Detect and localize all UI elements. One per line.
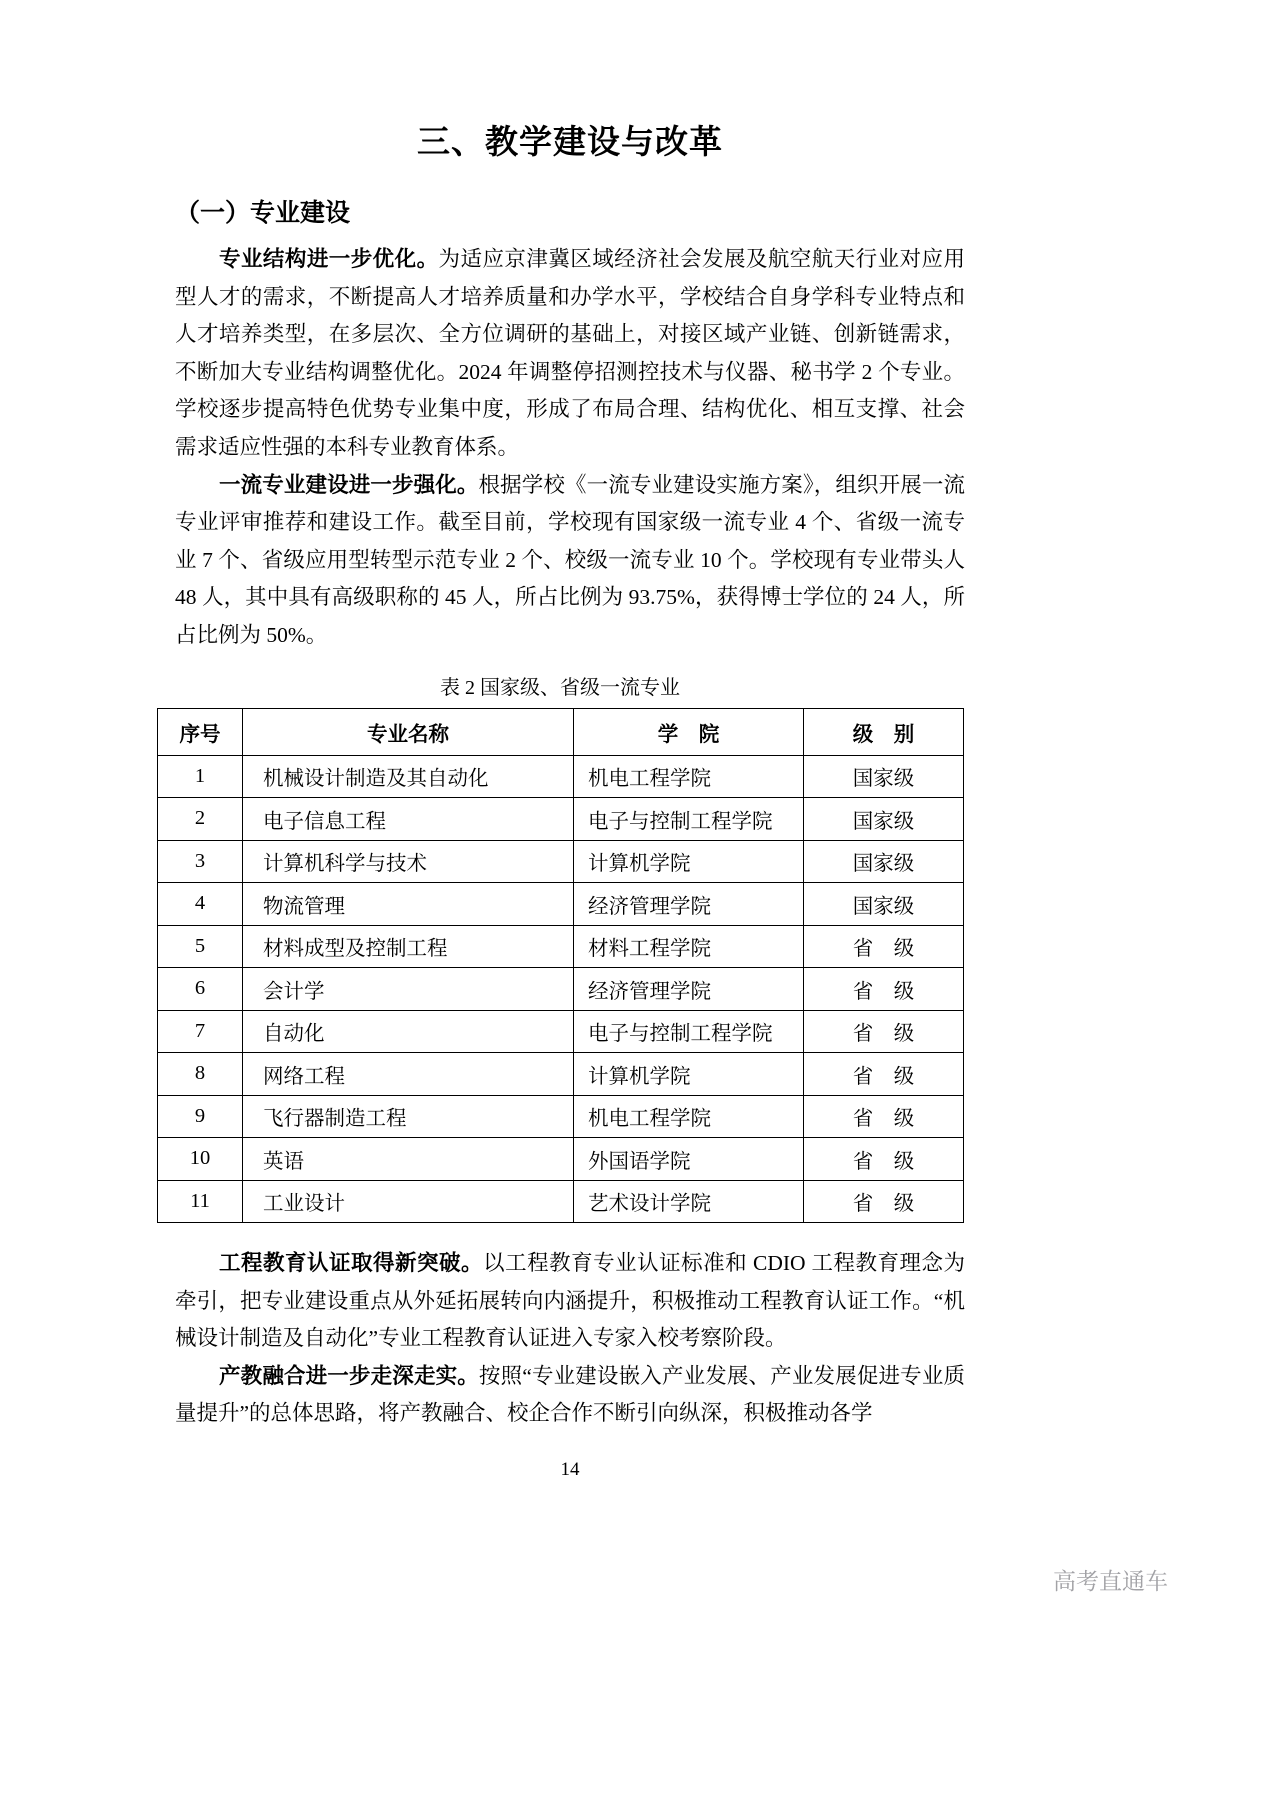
table-cell: 经济管理学院 (574, 883, 804, 926)
table-cell: 计算机学院 (574, 1053, 804, 1096)
section-heading: （一）专业建设 (175, 199, 351, 227)
majors-table-header (158, 708, 964, 755)
paragraph-4 (175, 1358, 965, 1433)
table-cell: 9 (158, 1095, 243, 1138)
table-row (158, 1138, 964, 1181)
page-title: 三、教学建设与改革 (417, 123, 723, 160)
table-cell: 电子与控制工程学院 (574, 798, 804, 841)
paragraph-4-lead: 产教融合进一步走深走实。 (219, 1363, 479, 1388)
table-cell: 网络工程 (243, 1053, 574, 1096)
table-cell: 材料工程学院 (574, 925, 804, 968)
paragraph-1 (175, 241, 965, 467)
table-cell: 国家级 (804, 755, 964, 798)
table-row (158, 755, 964, 798)
paragraph-2-text: 根据学校《一流专业建设实施方案》，组织开展一流专业评审推荐和建设工作。截至目前，学校现有国家级一流专业 4 个、省级一流专业 7 个、省级应用型转型示范专业 2 个、校级一流专业 10 个。学校现有专业带头人 48 人，其中具有高级职称的 45 人，所占比例为 93.75%，获得博士学位的 24 人，所占比例为 50%。 (175, 472, 965, 647)
table-cell: 自动化 (243, 1010, 574, 1053)
table-cell: 计算机科学与技术 (243, 840, 574, 883)
paragraph-1-text: 为适应京津冀区域经济社会发展及航空航天行业对应用型人才的需求，不断提高人才培养质量和办学水平，学校结合自身学科专业特点和人才培养类型，在多层次、全方位调研的基础上，对接区域产业链、创新链需求，不断加大专业结构调整优化。2024 年调整停招测控技术与仪器、秘书学 2 个专业。学校逐步提高特色优势专业集中度，形成了布局合理、结构优化、相互支撑、社会需求适应性强的本科专业教育体系。 (175, 247, 965, 459)
table-cell: 国家级 (804, 840, 964, 883)
table-cell: 省 级 (804, 968, 964, 1011)
table-row (158, 1180, 964, 1223)
paragraph-3-text: 以工程教育专业认证标准和 CDIO 工程教育理念为牵引，把专业建设重点从外延拓展转向内涵提升，积极推动工程教育认证工作。“机械设计制造及自动化”专业工程教育认证进入专家入校考察阶段。 (175, 1251, 965, 1351)
table-cell: 2 (158, 798, 243, 841)
table-cell: 7 (158, 1010, 243, 1053)
table-cell: 6 (158, 968, 243, 1011)
majors-table (157, 708, 964, 1224)
table-row (158, 1053, 964, 1096)
table-row (158, 968, 964, 1011)
table-row (158, 1010, 964, 1053)
paragraph-2 (175, 467, 965, 655)
table-cell: 机电工程学院 (574, 755, 804, 798)
table-caption: 表 2 国家级、省级一流专业 (440, 676, 680, 699)
table-cell: 国家级 (804, 883, 964, 926)
paragraph-4-text: 按照“专业建设嵌入产业发展、产业发展促进专业质量提升”的总体思路，将产教融合、校企合作不断引向纵深，积极推动各学 (175, 1363, 965, 1426)
table-cell: 省 级 (804, 1138, 964, 1181)
table-cell: 5 (158, 925, 243, 968)
table-cell: 机电工程学院 (574, 1095, 804, 1138)
table-cell: 4 (158, 883, 243, 926)
table-cell: 外国语学院 (574, 1138, 804, 1181)
table-cell: 计算机学院 (574, 840, 804, 883)
watermark: 高考直通车 (1053, 1568, 1168, 1594)
document-page (175, 0, 965, 1481)
table-row (158, 1095, 964, 1138)
table-cell: 材料成型及控制工程 (243, 925, 574, 968)
header-level: 级 别 (804, 708, 964, 755)
table-cell: 10 (158, 1138, 243, 1181)
paragraph-1-lead: 专业结构进一步优化。 (219, 247, 439, 271)
table-cell: 艺术设计学院 (574, 1180, 804, 1223)
paragraph-3 (175, 1245, 965, 1358)
table-row (158, 925, 964, 968)
table-cell: 省 级 (804, 1180, 964, 1223)
table-cell: 物流管理 (243, 883, 574, 926)
table-row (158, 840, 964, 883)
table-cell: 11 (158, 1180, 243, 1223)
table-cell: 8 (158, 1053, 243, 1096)
table-cell: 省 级 (804, 1053, 964, 1096)
paragraph-2-lead: 一流专业建设进一步强化。 (219, 472, 479, 497)
header-college: 学 院 (574, 708, 804, 755)
table-cell: 英语 (243, 1138, 574, 1181)
page-number: 14 (560, 1459, 580, 1480)
header-row (158, 708, 964, 755)
table-row (158, 798, 964, 841)
table-cell: 机械设计制造及其自动化 (243, 755, 574, 798)
table-cell: 1 (158, 755, 243, 798)
table-cell: 会计学 (243, 968, 574, 1011)
paragraph-3-lead: 工程教育认证取得新突破。 (219, 1251, 484, 1276)
header-major: 专业名称 (243, 708, 574, 755)
table-cell: 省 级 (804, 1010, 964, 1053)
table-cell: 经济管理学院 (574, 968, 804, 1011)
table-cell: 飞行器制造工程 (243, 1095, 574, 1138)
table-cell: 3 (158, 840, 243, 883)
table-cell: 电子与控制工程学院 (574, 1010, 804, 1053)
table-cell: 电子信息工程 (243, 798, 574, 841)
table-cell: 国家级 (804, 798, 964, 841)
table-cell: 省 级 (804, 925, 964, 968)
header-index: 序号 (158, 708, 243, 755)
table-cell: 工业设计 (243, 1180, 574, 1223)
table-row (158, 883, 964, 926)
majors-table-body (158, 755, 964, 1223)
table-cell: 省 级 (804, 1095, 964, 1138)
